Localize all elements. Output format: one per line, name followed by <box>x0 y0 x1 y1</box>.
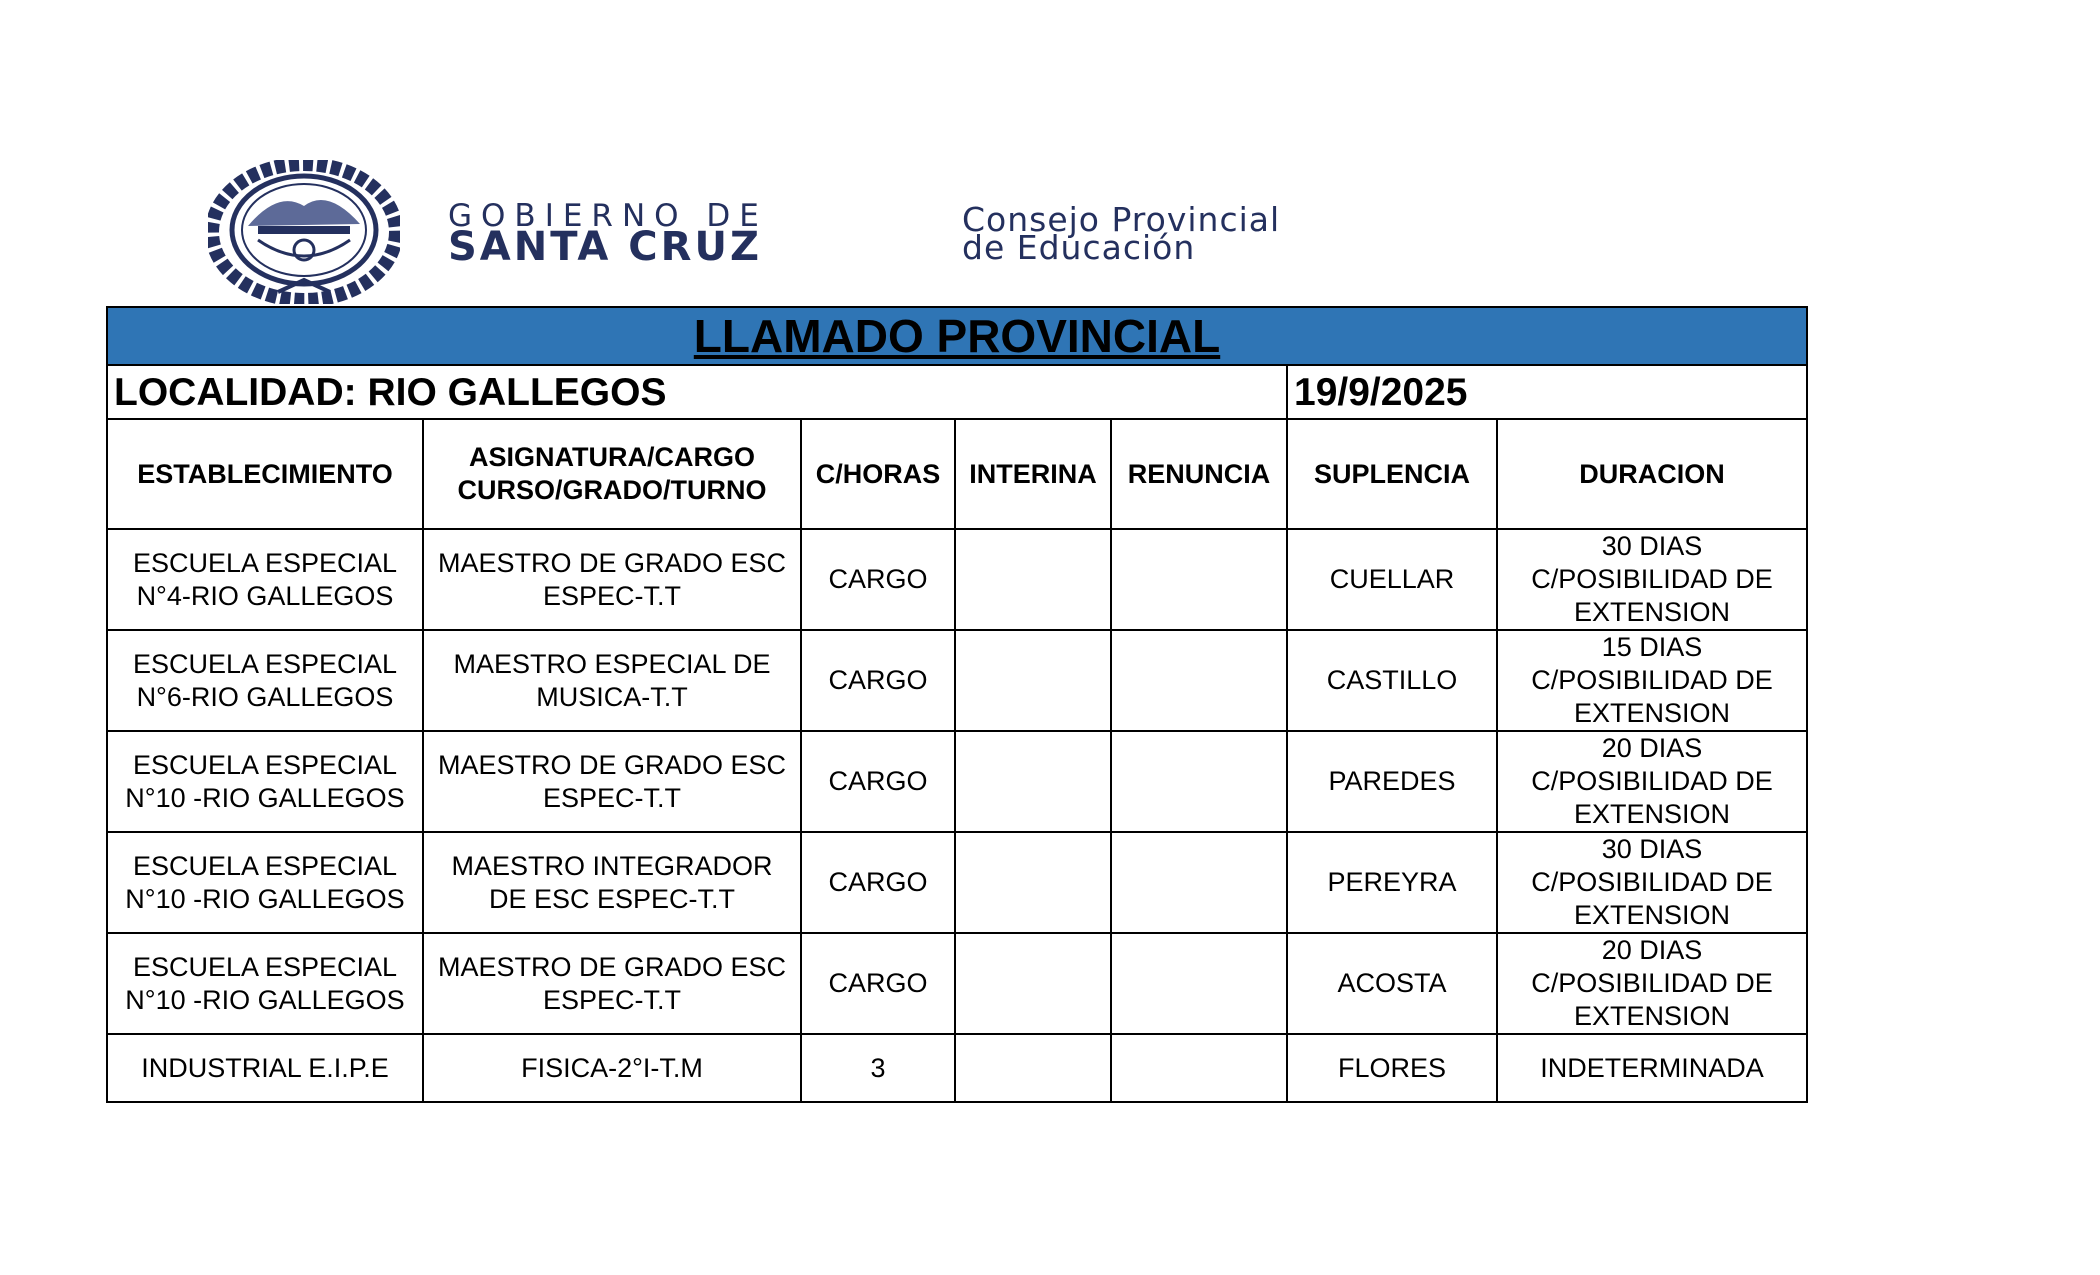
cell-interina <box>955 529 1111 630</box>
cell-suplencia: ACOSTA <box>1287 933 1497 1034</box>
cell-asignatura: MAESTRO ESPECIAL DE MUSICA-T.T <box>423 630 801 731</box>
cell-establecimiento: ESCUELA ESPECIAL N°6-RIO GALLEGOS <box>107 630 423 731</box>
gobierno-line1: GOBIERNO DE <box>448 198 768 234</box>
cell-renuncia <box>1111 1034 1287 1102</box>
cell-renuncia <box>1111 933 1287 1034</box>
cell-duracion: 15 DIAS C/POSIBILIDAD DE EXTENSION <box>1497 630 1807 731</box>
table-row <box>107 933 1807 1034</box>
column-header: ASIGNATURA/CARGO CURSO/GRADO/TURNO <box>423 419 801 529</box>
table-row <box>107 529 1807 630</box>
cell-suplencia: PAREDES <box>1287 731 1497 832</box>
consejo-line2: de Educación <box>962 228 1196 267</box>
cell-establecimiento: ESCUELA ESPECIAL N°10 -RIO GALLEGOS <box>107 832 423 933</box>
cell-interina <box>955 630 1111 731</box>
fecha-label: 19/9/2025 <box>1287 365 1807 419</box>
cell-horas: CARGO <box>801 933 955 1034</box>
santa-cruz-seal-icon <box>208 160 400 304</box>
table-row <box>107 832 1807 933</box>
cell-renuncia <box>1111 630 1287 731</box>
consejo-line1: Consejo Provincial <box>962 200 1281 239</box>
cell-suplencia: PEREYRA <box>1287 832 1497 933</box>
table-row <box>107 731 1807 832</box>
header-logos <box>0 0 2100 310</box>
cell-horas: 3 <box>801 1034 955 1102</box>
table-title: LLAMADO PROVINCIAL <box>107 307 1807 365</box>
cell-horas: CARGO <box>801 630 955 731</box>
llamado-table <box>106 306 1808 1103</box>
cell-interina <box>955 731 1111 832</box>
gobierno-line2: SANTA CRUZ <box>448 224 762 270</box>
cell-interina <box>955 832 1111 933</box>
table-row <box>107 1034 1807 1102</box>
cell-horas: CARGO <box>801 731 955 832</box>
cell-duracion: 30 DIAS C/POSIBILIDAD DE EXTENSION <box>1497 832 1807 933</box>
cell-suplencia: CUELLAR <box>1287 529 1497 630</box>
cell-establecimiento: ESCUELA ESPECIAL N°10 -RIO GALLEGOS <box>107 731 423 832</box>
cell-renuncia <box>1111 731 1287 832</box>
table-row <box>107 630 1807 731</box>
cell-asignatura: FISICA-2°I-T.M <box>423 1034 801 1102</box>
cell-establecimiento: ESCUELA ESPECIAL N°4-RIO GALLEGOS <box>107 529 423 630</box>
cell-establecimiento: ESCUELA ESPECIAL N°10 -RIO GALLEGOS <box>107 933 423 1034</box>
cell-interina <box>955 1034 1111 1102</box>
cell-horas: CARGO <box>801 529 955 630</box>
column-header: ESTABLECIMIENTO <box>107 419 423 529</box>
column-header: C/HORAS <box>801 419 955 529</box>
cell-horas: CARGO <box>801 832 955 933</box>
cell-duracion: INDETERMINADA <box>1497 1034 1807 1102</box>
header-row <box>107 419 1807 529</box>
cell-duracion: 20 DIAS C/POSIBILIDAD DE EXTENSION <box>1497 731 1807 832</box>
cell-establecimiento: INDUSTRIAL E.I.P.E <box>107 1034 423 1102</box>
column-header: SUPLENCIA <box>1287 419 1497 529</box>
cell-asignatura: MAESTRO DE GRADO ESC ESPEC-T.T <box>423 933 801 1034</box>
column-header: RENUNCIA <box>1111 419 1287 529</box>
cell-renuncia <box>1111 529 1287 630</box>
localidad-label: LOCALIDAD: RIO GALLEGOS <box>107 365 1287 419</box>
cell-suplencia: FLORES <box>1287 1034 1497 1102</box>
cell-suplencia: CASTILLO <box>1287 630 1497 731</box>
cell-renuncia <box>1111 832 1287 933</box>
cell-asignatura: MAESTRO DE GRADO ESC ESPEC-T.T <box>423 529 801 630</box>
cell-interina <box>955 933 1111 1034</box>
cell-asignatura: MAESTRO DE GRADO ESC ESPEC-T.T <box>423 731 801 832</box>
cell-duracion: 20 DIAS C/POSIBILIDAD DE EXTENSION <box>1497 933 1807 1034</box>
column-header: DURACION <box>1497 419 1807 529</box>
column-header: INTERINA <box>955 419 1111 529</box>
cell-duracion: 30 DIAS C/POSIBILIDAD DE EXTENSION <box>1497 529 1807 630</box>
cell-asignatura: MAESTRO INTEGRADOR DE ESC ESPEC-T.T <box>423 832 801 933</box>
